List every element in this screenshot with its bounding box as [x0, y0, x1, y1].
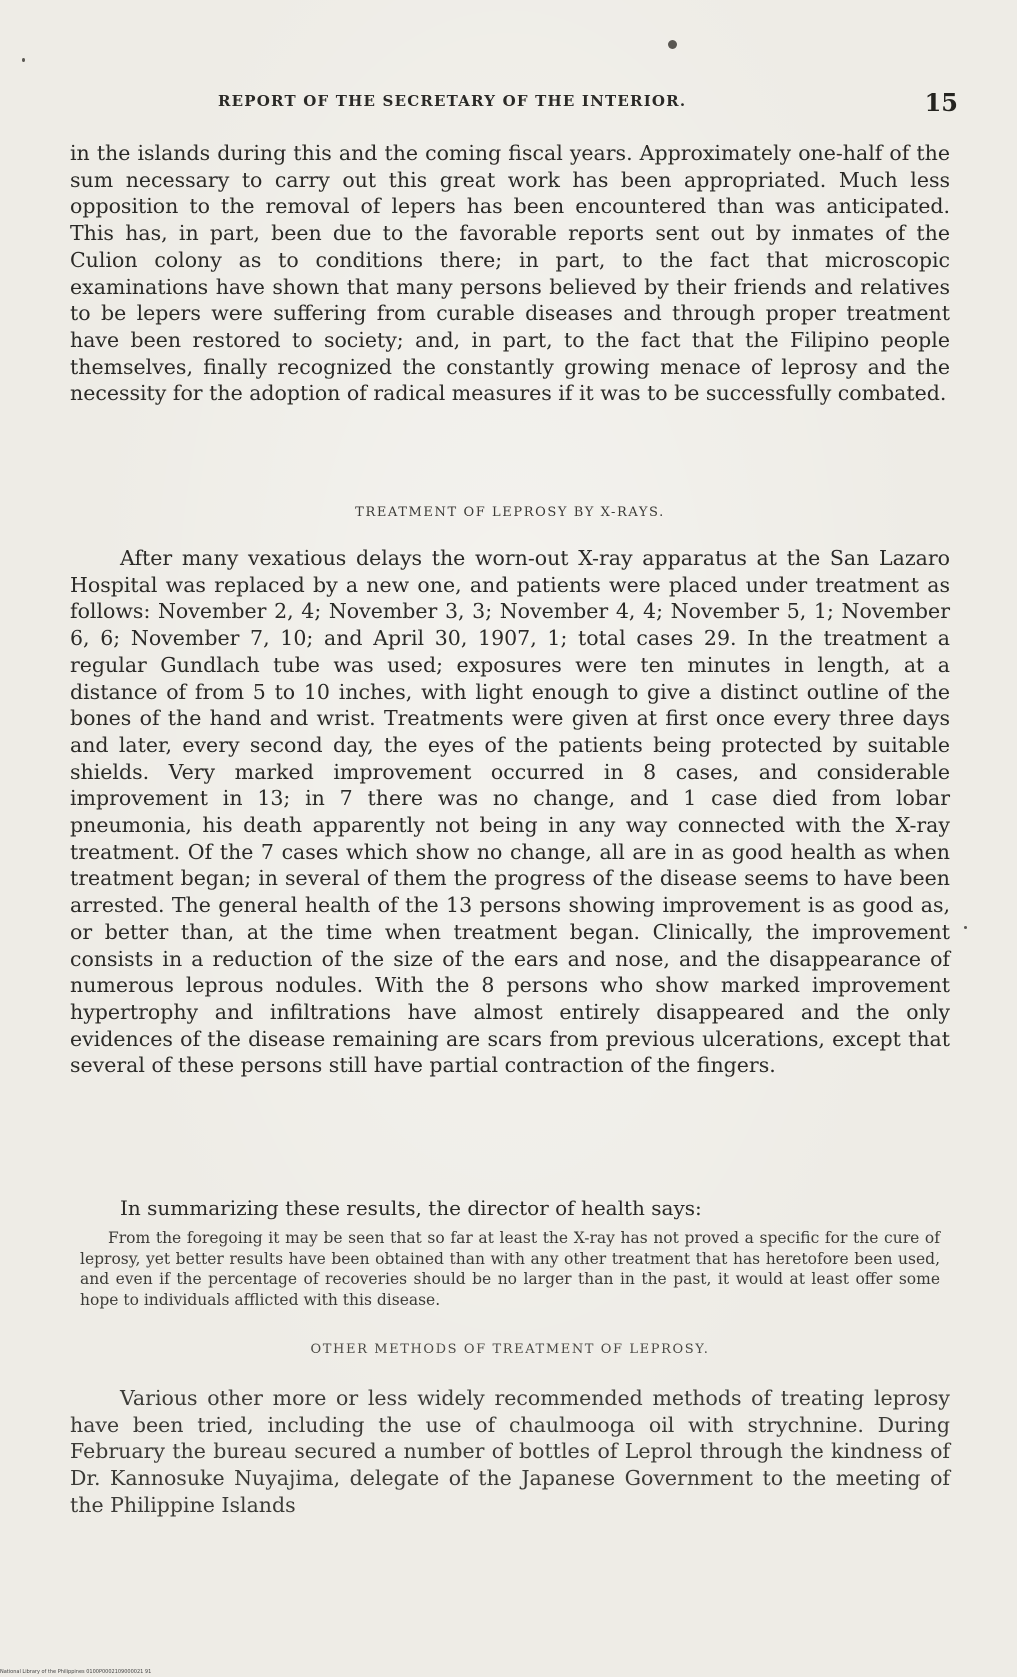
body-paragraph: After many vexatious delays the worn-out X-ray apparatus at the San Lazaro Hospital was replaced by a new one, and patients were placed under treatment as follows: November 2, 4; November 3, 3; November 4, 4; November 5, 1; November 6, 6; November 7, 10; and April 30, 1907, 1; total cases 29. In the treatment a regular Gundlach tube was used; exposures were ten minutes in length, at a distance of from 5 to 10 inches, with light enough to give a distinct outline of the bones of the hand and wrist. Treatments were given at first once every three days and later, every second day, the eyes of the patients being protected by suitable shields. Very marked improvement occurred in 8 cases, and considerable improvement in 13; in 7 there was no change, and 1 case died from lobar pneumonia, his death apparently not being in any way connected with the X-ray treatment. Of the 7 cases which show no change, all are in as good health as when treatment began; in several of them the progress of the disease seems to have been arrested. The general health of the 13 persons showing improvement is as good as, or better than, at the time when treatment began. Clinically, the improvement consists in a reduction of the size of the ears and nose, and the disappearance of numerous leprous nodules. With the 8 persons who show marked improvement hypertrophy and infiltrations have almost entirely disappeared and the only evidences of the disease remaining are scars from previous ulcerations, except that several of these persons still have partial contraction of the fingers.: [70, 546, 950, 1078]
section-heading: OTHER METHODS OF TREATMENT OF LEPROSY.: [310, 1342, 710, 1357]
body-paragraph: Various other more or less widely recommended methods of treating leprosy have been tried, including the use of chaulmooga oil with strychnine. During February the bureau secured a number of bottles of Leprol through the kindness of Dr. Kannosuke Nuyajima, delegate of the Japanese Government to the meeting of the Philippine Islands: [70, 1386, 950, 1517]
body-paragraph: In summarizing these results, the director of health says:: [120, 1196, 702, 1220]
running-title: REPORT OF THE SECRETARY OF THE INTERIOR.: [218, 92, 687, 110]
ink-speck: [964, 926, 967, 929]
page-number: 15: [924, 88, 958, 117]
body-paragraph: in the islands during this and the coming fiscal years. Approximately one-half of the sum necessary to carry out this great work has been appropriated. Much less opposition to the removal of lepers has been encountered than was anticipated. This has, in part, been due to the favorable reports sent out by inmates of the Culion colony as to conditions there; in part, to the fact that microscopic examinations have shown that many persons believed by their friends and relatives to be lepers were suffering from curable diseases and through proper treatment have been restored to society; and, in part, to the fact that the Filipino people themselves, finally recognized the constantly growing menace of leprosy and the necessity for the adoption of radical measures if it was to be successfully combated.: [70, 141, 950, 406]
block-quote: From the foregoing it may be seen that so far at least the X-ray has not proved a specific for the cure of leprosy, yet better results have been obtained than with any other treatment that has heretofore been used, and even if the percentage of recoveries should be no larger than in the past, it would at least offer some hope to individuals afflicted with this disease.: [80, 1229, 940, 1309]
scan-credit: National Library of the Philippines 0100P0002109000021 91: [0, 1669, 152, 1675]
running-header: [88, 88, 958, 122]
section-heading: TREATMENT OF LEPROSY BY X-RAYS.: [355, 505, 665, 520]
ink-speck: [668, 40, 677, 49]
ink-speck: [22, 58, 25, 62]
